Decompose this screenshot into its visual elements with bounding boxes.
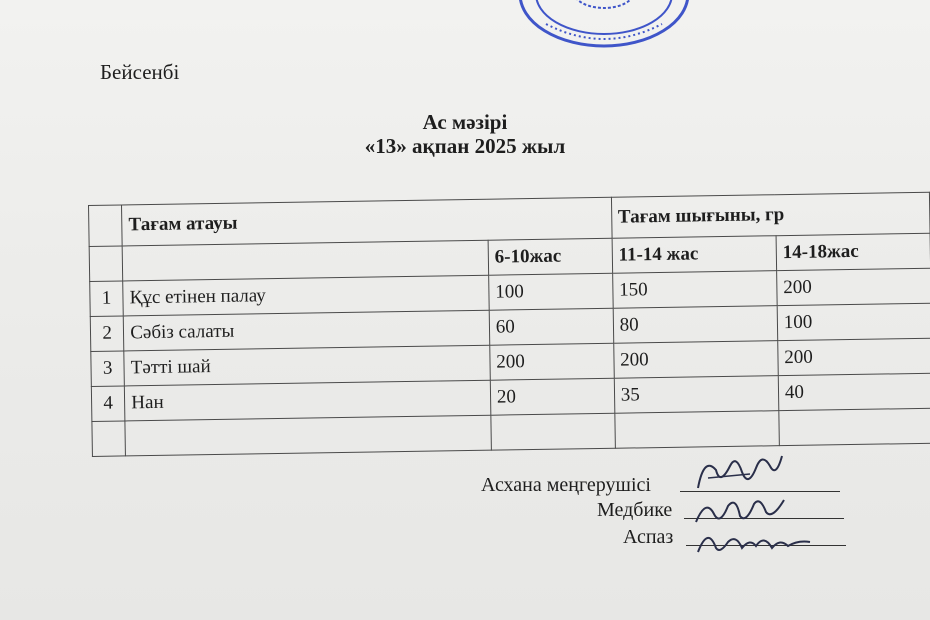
- table-cell: [122, 240, 488, 281]
- table-cell: [125, 415, 491, 456]
- age-group-header: 14-18жас: [776, 233, 930, 270]
- table-cell: [491, 413, 615, 450]
- menu-table-wrapper: [88, 192, 930, 451]
- amount-header: Тағам шығыны, гр: [611, 192, 930, 238]
- table-cell: [89, 205, 123, 247]
- amount-cell: 200: [778, 338, 930, 375]
- nurse-label: Медбике: [597, 499, 673, 521]
- amount-cell: 80: [613, 306, 778, 344]
- amount-cell: 35: [614, 376, 779, 414]
- head-cook-signature-icon: [690, 448, 790, 498]
- dish-name: Нан: [125, 380, 491, 421]
- amount-cell: 40: [778, 373, 930, 410]
- amount-cell: 200: [490, 343, 614, 380]
- age-group-header: 11-14 жас: [612, 236, 777, 274]
- dish-name-header: Тағам атауы: [122, 197, 612, 246]
- cook-signature-icon: [694, 524, 814, 558]
- head-cook-label: Асхана меңгерушісі: [481, 474, 651, 496]
- dish-name: Сәбіз салаты: [123, 310, 489, 351]
- dish-name: Құс етінен палау: [123, 275, 489, 316]
- amount-cell: 200: [776, 268, 930, 305]
- weekday-label: Бейсенбі: [100, 60, 180, 84]
- amount-cell: 100: [777, 303, 930, 340]
- age-group-header: 6-10жас: [488, 238, 612, 275]
- table-cell: [92, 421, 126, 457]
- menu-table: [88, 192, 930, 457]
- row-number: 4: [91, 386, 125, 422]
- menu-title: Ас мәзірі: [422, 110, 508, 134]
- amount-cell: 20: [490, 378, 614, 415]
- row-number: 2: [90, 316, 124, 352]
- cook-label: Аспаз: [623, 526, 674, 548]
- amount-cell: 150: [612, 271, 777, 309]
- row-number: 1: [90, 281, 124, 317]
- amount-cell: 60: [489, 308, 613, 345]
- table-cell: [89, 246, 123, 282]
- menu-date: «13» ақпан 2025 жыл: [364, 134, 566, 158]
- official-stamp: [516, 0, 692, 50]
- nurse-signature-icon: [690, 494, 790, 528]
- amount-cell: 200: [613, 341, 778, 379]
- row-number: 3: [91, 351, 125, 387]
- table-cell: [615, 411, 780, 449]
- amount-cell: 100: [488, 273, 612, 310]
- table-cell: [779, 408, 930, 445]
- dish-name: Тәтті шай: [124, 345, 490, 386]
